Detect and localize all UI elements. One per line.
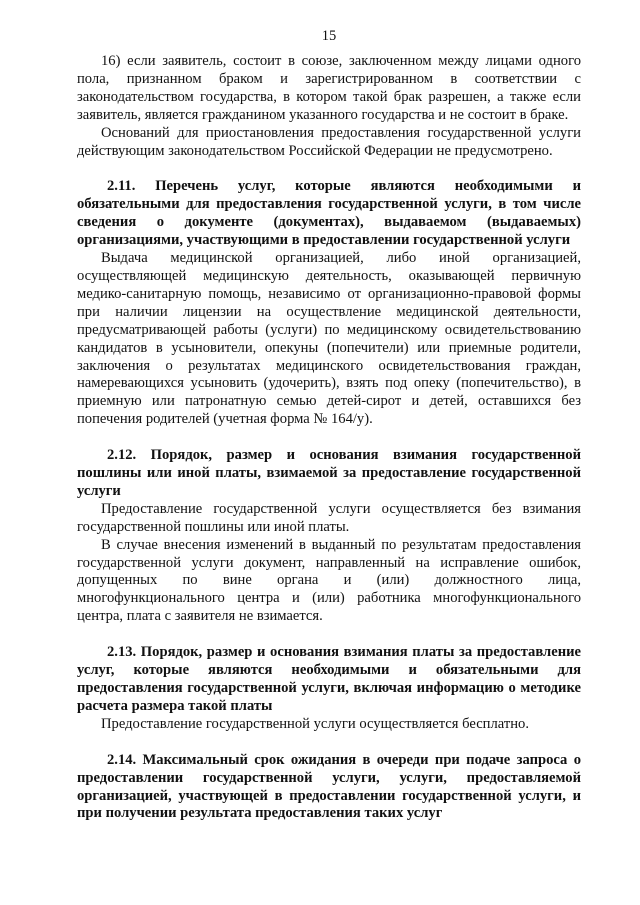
heading-2-12: 2.12. Порядок, размер и основания взимания государственной пошлины или иной платы, взимаемой за предоставление государственной услуги [77, 447, 581, 499]
paragraph-item-16: 16) если заявитель, состоит в союзе, заключенном между лицами одного пола, признанном браком и зарегистрированном в соответствии с законодательством государства, в котором такой брак разрешен, а также если заявитель, является гражданином указанного государства и не состоит в браке. [77, 53, 581, 123]
paragraph-2-11-body: Выдача медицинской организацией, либо иной организацией, осуществляющей медицинскую деятельность, оказывающей первичную медико-санитарную помощь, независимо от организационно-правовой формы при наличии лицензии на осуществление медицинской деятельности, предусматривающей работы (услуги) по медицинскому освидетельствованию кандидатов в усыновители, опекуны (попечители) или приемные родители, заключения о результатах медицинского освидетельствования граждан, намеревающихся усыновить (удочерить), взять под опеку (попечительство), в приемную или патронатную семью детей-сирот и детей, оставшихся без попечения родителей (учетная форма № 164/у). [77, 250, 581, 428]
section-spacer [77, 429, 581, 447]
section-spacer [77, 734, 581, 752]
document-page [77, 28, 581, 823]
paragraph-2-13-body: Предоставление государственной услуги осуществляется бесплатно. [101, 715, 529, 732]
paragraph-no-suspension-grounds: Оснований для приостановления предоставления государственной услуги действующим законодательством Российской Федерации не предусмотрено. [77, 124, 581, 159]
section-spacer [77, 160, 581, 178]
heading-2-11: 2.11. Перечень услуг, которые являются необходимыми и обязательными для предоставления государственной услуги, в том числе сведения о документе (документах), выдаваемом (выдаваемых) организациями, участвующими в предоставлении государственной услуги [77, 178, 581, 249]
section-spacer [77, 626, 581, 644]
paragraph-2-12-corrections: В случае внесения изменений в выданный по результатам предоставления государственной услуги документ, направленный на исправление ошибок, допущенных по вине органа и (или) должностного лица, многофункционального центра и (или) работника многофункционального центра, плата с заявителя не взимается. [77, 536, 581, 625]
page-number: 15 [321, 28, 337, 44]
paragraph-2-12-free: Предоставление государственной услуги осуществляется без взимания государственной пошлины или иной платы. [77, 500, 581, 535]
heading-2-13: 2.13. Порядок, размер и основания взимания платы за предоставление услуг, которые являются необходимыми и обязательными для предоставления государственной услуги, включая информацию о методике расчета размера такой платы [77, 644, 581, 714]
heading-2-14: 2.14. Максимальный срок ожидания в очереди при подаче запроса о предоставлении государственной услуги, услуги, предоставляемой организацией, участвующей в предоставлении государственной услуги, и при получении результата предоставления таких услуг [77, 751, 581, 822]
